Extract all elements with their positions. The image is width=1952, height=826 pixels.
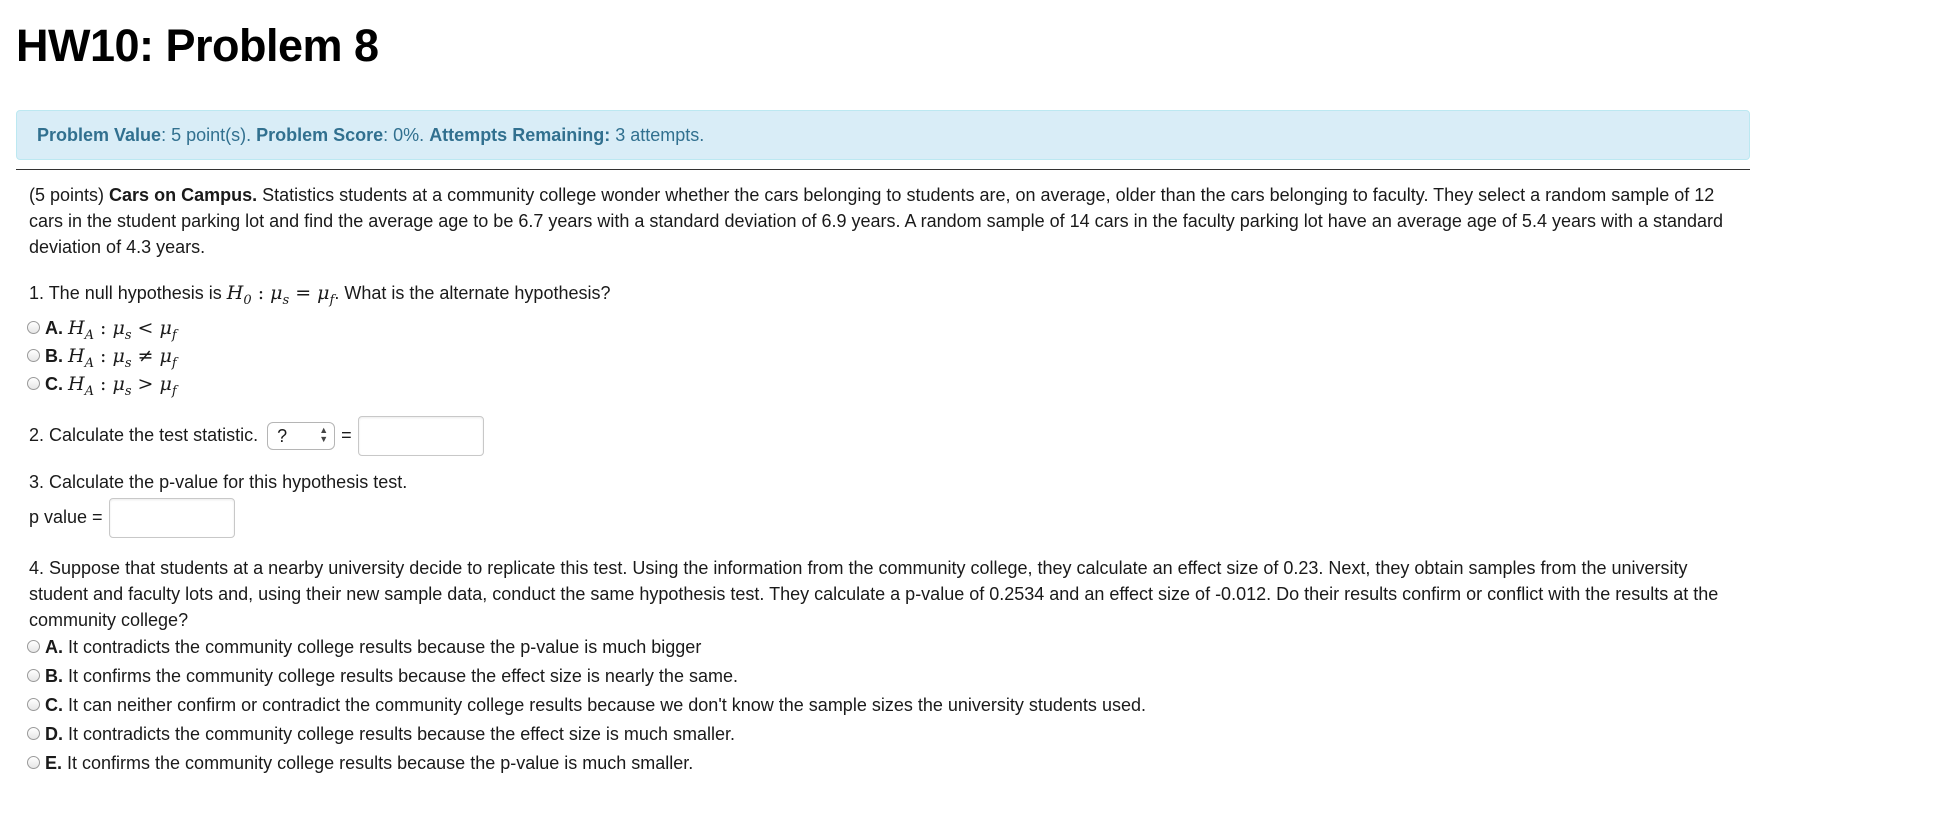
q1-option-c-operator: > xyxy=(137,372,154,395)
problem-body xyxy=(29,182,1729,773)
q4-option-e[interactable] xyxy=(27,749,1146,778)
q4-option-d-text: It contradicts the community college results because the effect size is much smaller. xyxy=(63,724,735,744)
q1-option-c-math: $H_A$ : $\mu_s > \mu_f$ xyxy=(68,372,177,399)
q1-option-c-letter: C. xyxy=(45,373,63,394)
q1-option-a[interactable] xyxy=(27,314,610,342)
question-1-suffix: . What is the alternate hypothesis? xyxy=(334,283,611,303)
q1-option-c[interactable] xyxy=(27,370,610,398)
q4-option-d-radio[interactable] xyxy=(27,727,40,740)
question-2-prompt: 2. Calculate the test statistic. xyxy=(29,425,259,445)
question-1-prompt xyxy=(29,280,610,314)
question-3-answer xyxy=(29,497,235,537)
q1-option-a-math: $H_A$ : $\mu_s < \mu_f$ xyxy=(68,316,177,343)
q4-option-e-text: It confirms the community college results because the p-value is much smaller. xyxy=(62,753,694,773)
divider xyxy=(16,169,1750,170)
q1-option-c-radio[interactable] xyxy=(27,377,40,390)
q1-option-a-radio[interactable] xyxy=(27,321,40,334)
intro-heading: Cars on Campus. xyxy=(109,185,258,205)
problem-info-banner xyxy=(16,110,1750,160)
q1-option-a-operator: < xyxy=(137,316,154,339)
q4-option-a-letter: A. xyxy=(45,637,63,657)
problem-value-label: Problem Value xyxy=(37,125,162,145)
q4-option-c-text: It can neither confirm or contradict the community college results because we don't know the sample sizes the university students used. xyxy=(63,695,1146,715)
problem-intro xyxy=(29,182,1729,260)
q4-option-e-letter: E. xyxy=(45,753,63,773)
test-statistic-select[interactable] xyxy=(267,422,335,450)
p-value-input[interactable] xyxy=(109,498,235,538)
q4-option-d[interactable] xyxy=(27,720,1146,749)
question-4-prompt: 4. Suppose that students at a nearby university decide to replicate this test. Using the information from the community college, they calculate an effect size of 0.23. Next, they obtain samples from the university student and faculty lots and, using their new sample data, conduct the same hypothesis test. They calculate a p-value of 0.2534 and an effect size of -0.012. Do their results confirm or conflict with the results at the community college? xyxy=(29,558,1719,630)
q4-option-b-radio[interactable] xyxy=(27,669,40,682)
q4-option-a-radio[interactable] xyxy=(27,640,40,653)
null-hypothesis-math: $H_0$ : $\mu_s = \mu_f$ xyxy=(226,282,335,308)
q4-option-a[interactable] xyxy=(27,633,1146,662)
attempts-remaining-label: Attempts Remaining: xyxy=(429,125,611,145)
select-arrows-icon: ▲ ▼ xyxy=(319,425,329,445)
attempts-remaining: 3 attempts. xyxy=(610,125,705,145)
q1-option-b-math: $H_A$ : $\mu_s \ne \mu_f$ xyxy=(68,344,177,371)
q4-option-e-radio[interactable] xyxy=(27,756,40,769)
p-value-label: p value = xyxy=(29,507,103,527)
q1-option-a-letter: A. xyxy=(45,317,63,338)
q1-option-b-letter: B. xyxy=(45,345,63,366)
q4-option-b[interactable] xyxy=(27,662,1146,691)
problem-value: : 5 point(s). xyxy=(161,125,257,145)
question-1 xyxy=(29,280,610,398)
q1-option-b[interactable] xyxy=(27,342,610,370)
q4-option-c-radio[interactable] xyxy=(27,698,40,711)
intro-points: (5 points) xyxy=(29,185,110,205)
question-1-prefix: 1. The null hypothesis is xyxy=(29,283,227,303)
page-title: HW10: Problem 8 xyxy=(16,20,379,71)
q4-option-c[interactable] xyxy=(27,691,1146,720)
equals-sign: = xyxy=(341,425,352,445)
q4-option-c-letter: C. xyxy=(45,695,63,715)
q1-option-b-radio[interactable] xyxy=(27,349,40,362)
q4-option-b-letter: B. xyxy=(45,666,63,686)
problem-score-label: Problem Score xyxy=(256,125,384,145)
q1-option-b-operator: ≠ xyxy=(137,344,154,367)
intro-text: Statistics students at a community college wonder whether the cars belonging to students are, on average, older than the cars belonging to faculty. They select a random sample of 12 cars in the student parking lot and find the average age to be 6.7 years with a standard deviation of 6.9 years. A random sample of 14 cars in the faculty parking lot have an average age of 5.4 years with a standard deviation of 4.3 years. xyxy=(29,185,1724,257)
question-3-prompt: 3. Calculate the p-value for this hypothesis test. xyxy=(29,472,408,492)
q4-option-b-text: It confirms the community college results because the effect size is nearly the same. xyxy=(63,666,738,686)
test-statistic-select-value: ? xyxy=(277,426,288,447)
test-statistic-input[interactable] xyxy=(358,416,484,456)
question-2 xyxy=(29,415,484,455)
problem-score: : 0%. xyxy=(383,125,430,145)
question-4-options xyxy=(29,633,1146,778)
q4-option-a-text: It contradicts the community college results because the p-value is much bigger xyxy=(63,637,702,657)
q4-option-d-letter: D. xyxy=(45,724,63,744)
